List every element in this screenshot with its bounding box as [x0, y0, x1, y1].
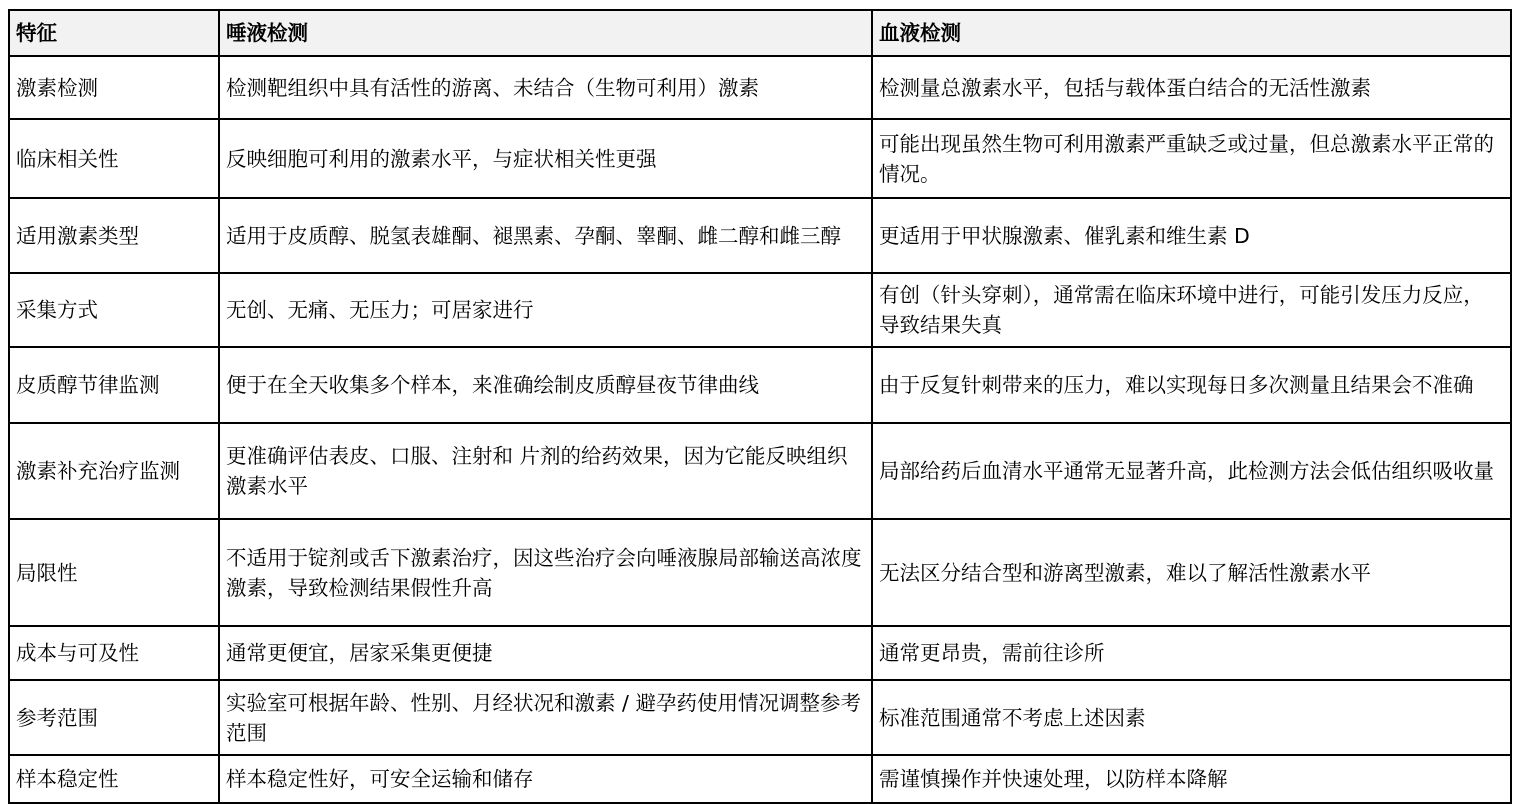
- saliva-cell: 更准确评估表皮、口服、注射和 片剂的给药效果，因为它能反映组织激素水平: [219, 423, 872, 519]
- blood-cell: 通常更昂贵，需前往诊所: [872, 626, 1511, 680]
- table-row: [9, 119, 1511, 198]
- feature-cell: 采集方式: [9, 273, 219, 347]
- saliva-cell: 反映细胞可利用的激素水平，与症状相关性更强: [219, 119, 872, 198]
- saliva-cell: 不适用于锭剂或舌下激素治疗，因这些治疗会向唾液腺局部输送高浓度激素，导致检测结果假性升高: [219, 519, 872, 626]
- comparison-table: [8, 9, 1512, 804]
- table-row: [9, 755, 1511, 803]
- feature-cell: 激素检测: [9, 56, 219, 119]
- blood-cell: 由于反复针刺带来的压力，难以实现每日多次测量且结果会不准确: [872, 347, 1511, 423]
- saliva-cell: 通常更便宜，居家采集更便捷: [219, 626, 872, 680]
- saliva-cell: 便于在全天收集多个样本，来准确绘制皮质醇昼夜节律曲线: [219, 347, 872, 423]
- table-row: [9, 56, 1511, 119]
- feature-cell: 临床相关性: [9, 119, 219, 198]
- blood-cell: 需谨慎操作并快速处理，以防样本降解: [872, 755, 1511, 803]
- blood-cell: 有创（针头穿刺），通常需在临床环境中进行，可能引发压力反应，导致结果失真: [872, 273, 1511, 347]
- table-row: [9, 423, 1511, 519]
- blood-cell: 局部给药后血清水平通常无显著升高，此检测方法会低估组织吸收量: [872, 423, 1511, 519]
- header-blood-test: 血液检测: [872, 10, 1511, 56]
- table-row: [9, 347, 1511, 423]
- feature-cell: 局限性: [9, 519, 219, 626]
- header-saliva-test: 唾液检测: [219, 10, 872, 56]
- saliva-cell: 检测靶组织中具有活性的游离、未结合（生物可利用）激素: [219, 56, 872, 119]
- comparison-table-container: [8, 9, 1512, 804]
- table-row: [9, 198, 1511, 273]
- feature-cell: 参考范围: [9, 680, 219, 755]
- table-row: [9, 626, 1511, 680]
- feature-cell: 适用激素类型: [9, 198, 219, 273]
- saliva-cell: 无创、无痛、无压力；可居家进行: [219, 273, 872, 347]
- feature-cell: 激素补充治疗监测: [9, 423, 219, 519]
- blood-cell: 检测量总激素水平，包括与载体蛋白结合的无活性激素: [872, 56, 1511, 119]
- blood-cell: 标准范围通常不考虑上述因素: [872, 680, 1511, 755]
- feature-cell: 皮质醇节律监测: [9, 347, 219, 423]
- header-feature: 特征: [9, 10, 219, 56]
- feature-cell: 样本稳定性: [9, 755, 219, 803]
- header-row: [9, 10, 1511, 56]
- blood-cell: 更适用于甲状腺激素、催乳素和维生素 D: [872, 198, 1511, 273]
- table-row: [9, 273, 1511, 347]
- feature-cell: 成本与可及性: [9, 626, 219, 680]
- blood-cell: 可能出现虽然生物可利用激素严重缺乏或过量，但总激素水平正常的情况。: [872, 119, 1511, 198]
- table-row: [9, 519, 1511, 626]
- saliva-cell: 样本稳定性好，可安全运输和储存: [219, 755, 872, 803]
- saliva-cell: 实验室可根据年龄、性别、月经状况和激素 / 避孕药使用情况调整参考范围: [219, 680, 872, 755]
- blood-cell: 无法区分结合型和游离型激素，难以了解活性激素水平: [872, 519, 1511, 626]
- saliva-cell: 适用于皮质醇、脱氢表雄酮、褪黑素、孕酮、睾酮、雌二醇和雌三醇: [219, 198, 872, 273]
- table-row: [9, 680, 1511, 755]
